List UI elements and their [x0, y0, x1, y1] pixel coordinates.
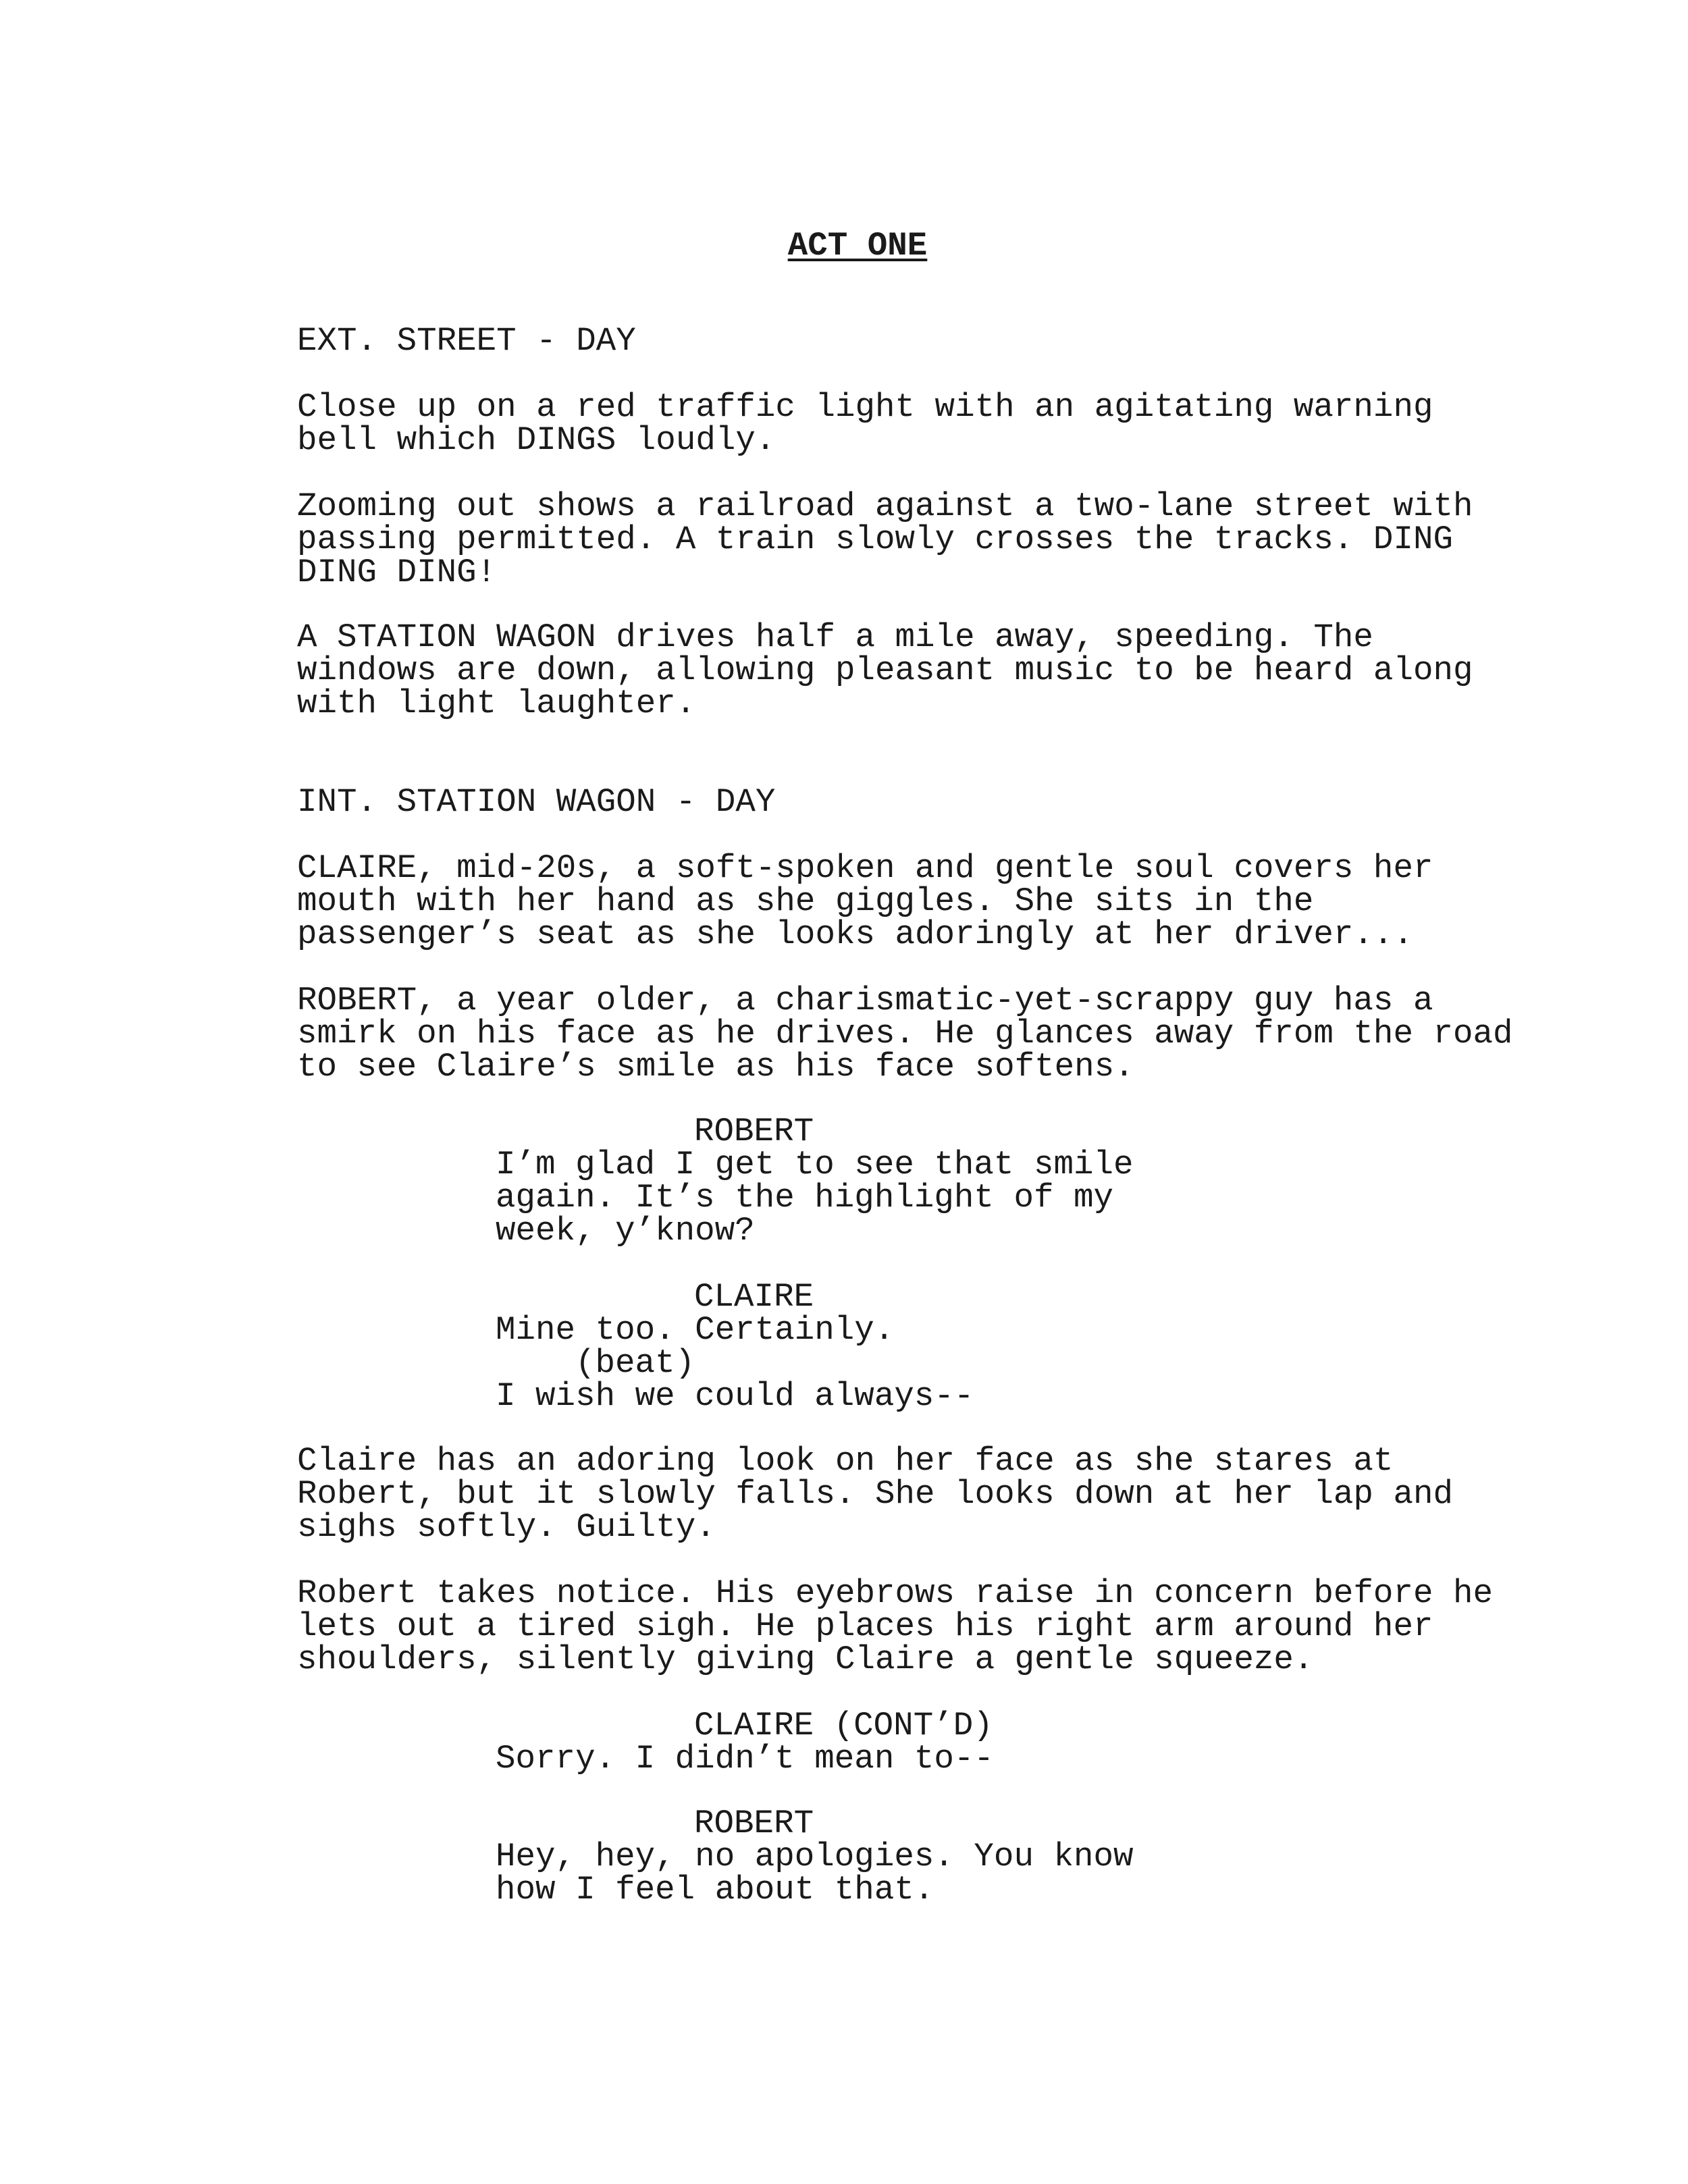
- action-claire-guilty: Claire has an adoring look on her face as she stares at Robert, but it slowly falls. She looks down at her lap and sighs softly. Guilty.: [297, 1442, 1454, 1546]
- action-robert-intro: ROBERT, a year older, a charismatic-yet-scrappy guy has a smirk on his face as he drives. He glances away from the road to see Claire’s smile as his face softens.: [297, 982, 1513, 1086]
- action-railroad: Zooming out shows a railroad against a two-lane street with passing permitted. A train slowly crosses the tracks. DING DING DING!: [297, 487, 1473, 591]
- dialogue-robert-no-apologies: Hey, hey, no apologies. You know how I feel about that.: [496, 1838, 1134, 1909]
- dialogue-robert-smile: I’m glad I get to see that smile again. It’s the highlight of my week, y’know?: [496, 1146, 1134, 1250]
- parenthetical-beat: (beat): [575, 1344, 695, 1382]
- act-title: ACT ONE: [787, 227, 928, 265]
- dialogue-claire-mine-too: Mine too. Certainly.: [496, 1311, 895, 1349]
- action-claire-intro: CLAIRE, mid-20s, a soft-spoken and gentle soul covers her mouth with her hand as she giggles. She sits in the passenger’s seat as she looks adoringly at her driver...: [297, 849, 1433, 953]
- character-cue-claire: CLAIRE: [694, 1278, 814, 1316]
- character-cue-claire-contd: CLAIRE (CONT’D): [694, 1707, 993, 1744]
- action-robert-notice: Robert takes notice. His eyebrows raise in concern before he lets out a tired sigh. He places his right arm around her shoulders, silently giving Claire a gentle squeeze.: [297, 1574, 1494, 1678]
- scene-heading-int-station-wagon: INT. STATION WAGON - DAY: [297, 783, 776, 821]
- action-station-wagon: A STATION WAGON drives half a mile away, speeding. The windows are down, allowing pleasant music to be heard along with light laughter.: [297, 618, 1473, 722]
- dialogue-claire-sorry: Sorry. I didn’t mean to--: [496, 1740, 994, 1778]
- character-cue-robert-2: ROBERT: [694, 1805, 814, 1842]
- scene-heading-ext-street: EXT. STREET - DAY: [297, 322, 636, 360]
- dialogue-claire-wish: I wish we could always--: [496, 1377, 974, 1415]
- action-traffic-light: Close up on a red traffic light with an agitating warning bell which DINGS loudly.: [297, 388, 1433, 459]
- character-cue-robert: ROBERT: [694, 1113, 814, 1150]
